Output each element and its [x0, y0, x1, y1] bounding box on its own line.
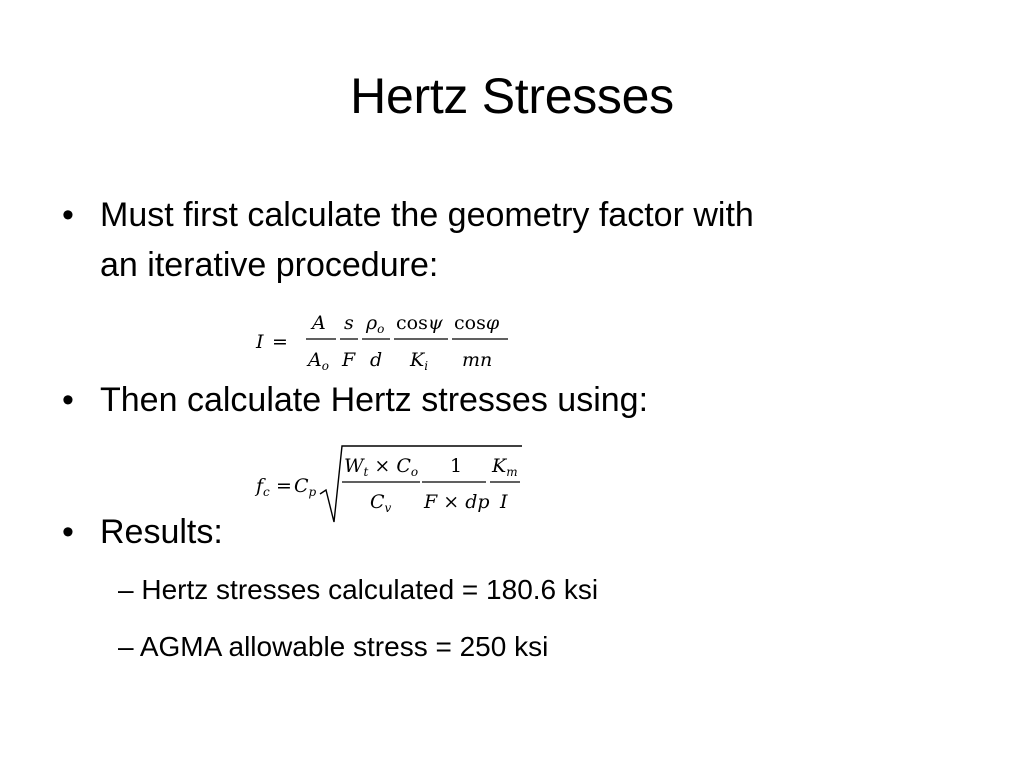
frac-den-Ki: $K_i$ [410, 349, 429, 373]
formula-Cp: $C_p$ [294, 475, 317, 499]
frac-num-cospsi: cosψ [396, 312, 443, 334]
geometry-factor-formula [254, 306, 534, 378]
bullet-marker: • [62, 381, 74, 419]
frac-den-fdp: F × dp [424, 491, 490, 513]
formula-lhs-I: I [256, 331, 264, 353]
sub-bullet-hertz-result [118, 570, 598, 610]
bullet-text [100, 190, 960, 290]
frac-den-I: I [500, 491, 508, 513]
frac-den-F: F [342, 349, 356, 371]
frac-num-one: 1 [450, 455, 463, 477]
frac-num-cosphi: cosφ [454, 312, 500, 334]
frac-num-s: s [344, 312, 354, 334]
bullet-marker: • [62, 513, 74, 551]
slide-title: Hertz Stresses [350, 68, 674, 124]
formula-equals: = [272, 331, 288, 353]
frac-den-d: d [370, 349, 383, 371]
sub-bullet-text: Hertz stresses calculated = 180.6 ksi [141, 574, 599, 605]
bullet-line-1: Must first calculate the geometry factor with [100, 196, 754, 234]
bullet-marker: • [62, 196, 74, 234]
sub-bullet-text: AGMA allowable stress = 250 ksi [139, 631, 549, 662]
frac-den-cv: $C_v$ [370, 491, 392, 515]
bullet-text [100, 507, 960, 557]
sub-bullet-agma-allowable [118, 627, 548, 667]
bullet-line-1: Then calculate Hertz stresses using: [100, 381, 649, 419]
frac-num-wtco: $W_t \times C_o$ [344, 455, 419, 479]
formula-lhs-fc: $f_c$ [256, 475, 270, 499]
bullet-line-1: Results: [100, 513, 223, 551]
bullet-text [100, 375, 960, 425]
sub-bullet-marker: – [118, 574, 134, 605]
bullet-line-2: an iterative procedure: [100, 246, 439, 284]
sub-bullet-marker: – [118, 631, 134, 662]
frac-num-rho: $\rho_o$ [366, 312, 385, 336]
frac-den-Ao: $A_o$ [308, 349, 329, 373]
frac-den-mn: mn [462, 349, 493, 371]
frac-num-A: A [312, 312, 326, 334]
formula-equals: = [276, 475, 292, 497]
frac-num-km: $K_m$ [492, 455, 518, 479]
